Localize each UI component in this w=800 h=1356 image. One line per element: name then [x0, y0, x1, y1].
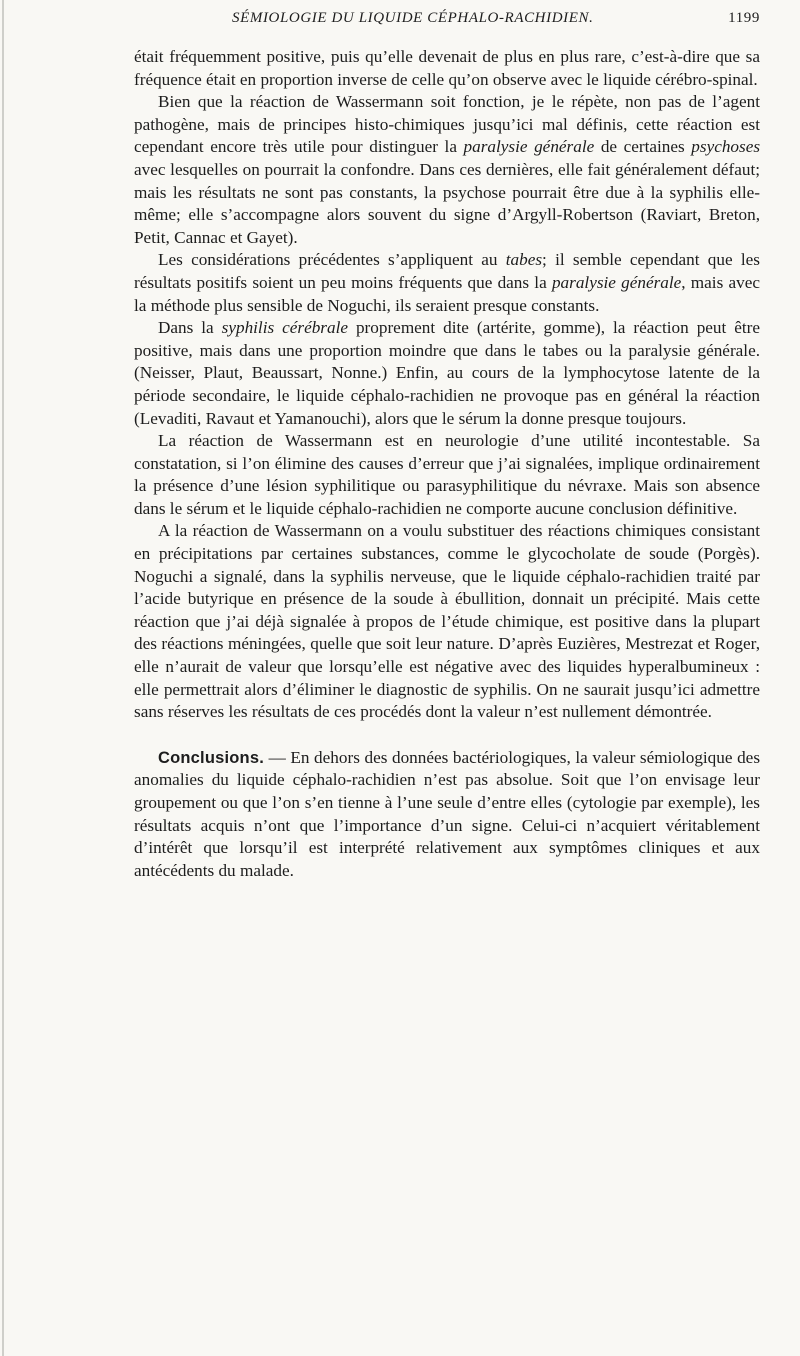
page-edge-shadow — [2, 0, 4, 1356]
paragraph-2-text-c: avec lesquelles on pourrait la confondre. Dans ces dernières, elle fait généralement défaut; mais les résultats ne sont pas constants, la psychose pourrait être due à la syphilis elle-même; elle s’accompagne alors souvent du signe d’Argyll-Robertson (Raviart, Breton, Petit, Cannac et Gayet). — [134, 159, 760, 247]
paragraph-1 — [134, 46, 760, 91]
paragraph-4-text-a: Dans la — [158, 318, 222, 338]
paragraph-2-text-b: de certaines — [594, 137, 692, 157]
term-syphilis-cerebrale: syphilis cérébrale — [221, 318, 348, 338]
paragraph-2-text-a: Bien que la réaction de Wassermann soit fonction, je le répète, non pas de l’agent pathogène, mais de principes histo-chimiques jusqu’ici mal définis, cette réaction est cependant encore très utile pour distinguer la — [134, 92, 760, 157]
paragraph-4-text-b: proprement dite (artérite, gomme), la réaction peut être positive, mais dans une proportion moindre que dans le tabes ou la paralysie générale. (Neisser, Plaut, Beaussart, Nonne.) Enfin, au cours de la lymphocytose latente de la période secondaire, le liquide céphalo-rachidien ne provoque pas en général la réaction (Levaditi, Ravaut et Yamanouchi), alors que le sérum la donne presque toujours. — [134, 318, 761, 428]
paragraph-3 — [134, 249, 760, 317]
term-psychoses: psychoses — [691, 137, 761, 157]
page-number: 1199 — [728, 10, 760, 26]
paragraph-6-text: A la réaction de Wassermann on a voulu substituer des réactions chimiques consistant en précipitations par certaines substances, comme le glycocholate de soude (Porgès). Noguchi a signalé, dans la syphilis nerveuse, que le liquide céphalo-rachidien traité par l’acide butyrique en présence de la soude à ébullition, donnait un précipité. Mais cette réaction que j’ai déjà signalée à propos de l’étude chimique, est positive dans la plupart des réactions méningées, quelle que soit leur nature. D’après Euzières, Mestrezat et Roger, elle n’aurait de valeur que lorsqu’elle est négative avec des liquides hyperalbumineux : elle permettrait alors d’éliminer le diagnostic de syphilis. On ne saurait jusqu’ici admettre sans réserves les résultats de ces procédés dont la valeur n’est nullement démontrée. — [134, 521, 760, 722]
body-text — [134, 46, 760, 882]
paragraph-5-text: La réaction de Wassermann est en neurologie d’une utilité incontestable. Sa constatation, si l’on élimine des causes d’erreur que j’ai signalées, implique ordinairement la présence d’une lésion syphilitique ou parasyphilitique du névraxe. Mais son absence dans le sérum et le liquide céphalo-rachidien ne comporte aucune conclusion définitive. — [134, 431, 760, 518]
conclusions-heading: Conclusions. — [158, 748, 264, 767]
term-tabes: tabes — [505, 250, 543, 270]
paragraph-2 — [134, 91, 760, 249]
paragraph-3-text-c: , mais avec la méthode plus sensible de Noguchi, ils seraient presque constants. — [134, 272, 760, 315]
term-paralysie-generale: paralysie générale — [463, 137, 595, 157]
running-title: SÉMIOLOGIE DU LIQUIDE CÉPHALO-RACHIDIEN. — [232, 10, 594, 26]
paragraph-6 — [134, 520, 760, 723]
paragraph-4 — [134, 317, 760, 430]
conclusions-text: En dehors des données bactériologiques, la valeur sémiologique des anomalies du liquide céphalo-rachidien n’est pas absolue. Soit que l’on envisage leur groupement ou que l’on s’en tienne à l’une seule d’entre elles (cytologie par exemple), les résultats acquis n’ont que l’importance d’un signe. Celui-ci n’acquiert véritablement d’intérêt que lorsqu’il est interprété relativement aux symptômes cliniques et aux antécédents du malade. — [134, 747, 761, 880]
paragraph-1-text: était fréquemment positive, puis qu’elle devenait de plus en plus rare, c’est-à-dire que sa fréquence était en proportion inverse de celle qu’on observe avec le liquide cérébro-spinal. — [134, 47, 760, 89]
term-paralysie-generale: paralysie générale — [551, 272, 682, 292]
running-header — [140, 10, 760, 36]
conclusions-paragraph — [134, 747, 760, 883]
paragraph-3-text-a: Les considérations précédentes s’appliquent au — [158, 250, 506, 270]
paragraph-5 — [134, 430, 760, 520]
conclusions-dash: — — [264, 747, 291, 767]
paragraph-3-text-b: ; il semble cependant que les résultats positifs soient un peu moins fréquents que dans la — [134, 250, 760, 292]
